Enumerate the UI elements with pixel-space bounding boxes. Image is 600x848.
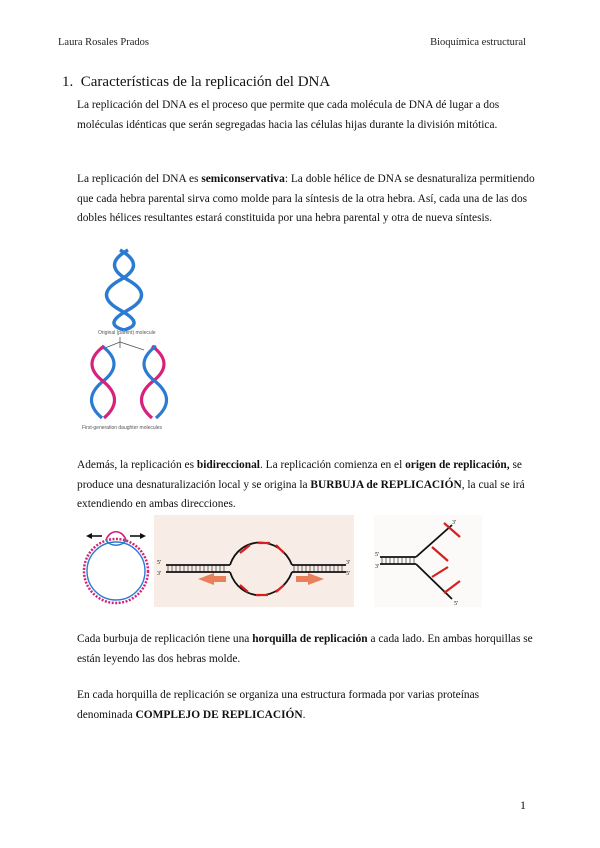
bubble-label-5-right: 5' bbox=[346, 571, 351, 577]
fork-label-5-bottom: 5' bbox=[454, 601, 459, 607]
fork-label-5-left: 5' bbox=[375, 552, 380, 558]
p4-text-c: a cada lado. En ambas horquillas se están leyendo las dos hebras molde. bbox=[77, 633, 533, 665]
p3-bold-burbuja: BURBUJA de REPLICACIÓN bbox=[310, 478, 462, 491]
paragraph-4 bbox=[77, 630, 537, 669]
replication-bubble-figure bbox=[80, 515, 482, 607]
replication-bubble-panel bbox=[154, 515, 354, 607]
paragraph-2 bbox=[77, 170, 537, 229]
p5-text-c: . bbox=[302, 708, 306, 721]
p3-text-a: Además, la replicación es bbox=[77, 459, 197, 471]
parent-molecule-label: Original (parent) molecule bbox=[98, 330, 156, 336]
p3-bold-bidireccional: bidireccional bbox=[196, 459, 260, 471]
fork-label-3-left: 3' bbox=[375, 564, 380, 570]
section-title-text: Características de la replicación del DNA bbox=[80, 74, 331, 90]
fork-label-3-top: 3' bbox=[452, 520, 457, 526]
bubble-label-3-left: 3' bbox=[157, 571, 162, 577]
p2-text-c: : La doble hélice de DNA se desnaturaliza permitiendo que cada hebra parental sirva como molde para la síntesis de la otra hebra. Así, cada una de las dos dobles hélices resultantes estará constituida por una hebra parental y otra de nueva síntesis. bbox=[77, 173, 535, 224]
p4-text-a: Cada burbuja de replicación tiene una bbox=[77, 633, 253, 645]
daughter-molecules-label: First-generation daughter molecules bbox=[82, 425, 163, 431]
p2-bold-semiconservativa: semiconservativa bbox=[201, 173, 285, 185]
header-author: Laura Rosales Prados bbox=[58, 37, 149, 48]
p3-text-g: , la cual se irá extendiendo en ambas direcciones. bbox=[77, 478, 525, 510]
parent-helix bbox=[107, 250, 142, 330]
circular-dna-diagram bbox=[84, 532, 148, 603]
bubble-label-3-right: 3' bbox=[346, 560, 351, 566]
p4-bold-horquilla: horquilla de replicación bbox=[252, 633, 368, 645]
page-number: 1 bbox=[520, 798, 526, 812]
p5-bold-complejo: COMPLEJO DE REPLICACIÓN bbox=[135, 708, 303, 721]
paragraph-1: La replicación del DNA es el proceso que permite que cada molécula de DNA dé lugar a dos moléculas idénticas que serán segregadas hacia las células hijas durante la división mitótica. bbox=[77, 99, 500, 131]
daughter-helix-left bbox=[92, 346, 115, 418]
p3-text-c: . La replicación comienza en el bbox=[259, 459, 406, 471]
p2-text-a: La replicación del DNA es bbox=[77, 173, 202, 185]
bubble-label-5-left: 5' bbox=[157, 560, 162, 566]
replication-fork-panel bbox=[374, 515, 482, 607]
section-title bbox=[62, 74, 330, 91]
p3-bold-origen: origen de replicación, bbox=[405, 459, 510, 471]
paragraph-3 bbox=[77, 456, 537, 515]
p3-text-e: se produce una desnaturalización local y se origina la bbox=[77, 459, 522, 491]
header-subject: Bioquímica estructural bbox=[430, 37, 526, 48]
daughter-helix-right bbox=[142, 346, 167, 418]
semiconservative-figure bbox=[80, 246, 180, 432]
paragraph-5 bbox=[77, 686, 537, 725]
p5-text-a: En cada horquilla de replicación se organiza una estructura formada por varias proteínas denominada bbox=[77, 689, 480, 721]
section-number: 1. bbox=[62, 74, 74, 90]
